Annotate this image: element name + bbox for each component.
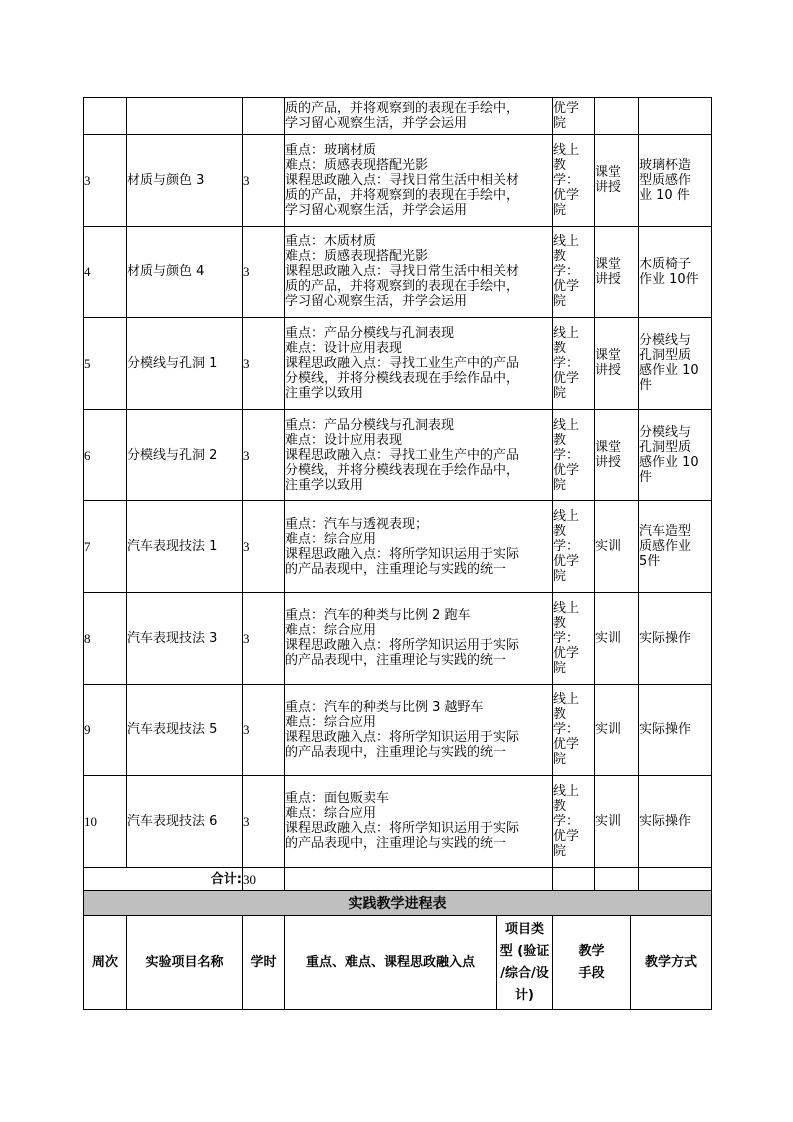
teaching-mode-cell: [553, 776, 595, 868]
homework-cell: [639, 409, 712, 501]
focus-cell-line: 难点：综合应用: [285, 623, 377, 639]
project-name-cell: 分模线与孔洞 2: [127, 409, 243, 501]
focus-cell-line: 课程思政融入点：寻找工业生产中的产品: [285, 447, 520, 463]
teaching-mode-cell-line: 院: [553, 660, 567, 676]
focus-cell-line: 难点：设计应用表现: [285, 432, 403, 448]
homework-cell: [639, 226, 712, 318]
teaching-method-cell: [595, 684, 639, 776]
teaching-mode-cell-line: 学：: [553, 630, 580, 646]
project-name-cell: 材质与颜色 3: [127, 135, 243, 227]
project-name-cell: 分模线与孔洞 1: [127, 318, 243, 410]
homework-cell-line: 型质感作: [639, 172, 692, 188]
focus-cell-line: 重点：汽车的种类与比例 2 跑车: [285, 608, 471, 624]
header-teaching-stage: 教学 手段: [553, 916, 631, 1010]
teaching-mode-cell-line: 教: [553, 249, 567, 265]
hours-cell: 3: [243, 776, 285, 868]
teaching-mode-cell-line: 优学: [553, 279, 580, 295]
teaching-method-cell-line: 实训: [595, 722, 622, 738]
teaching-method-cell-line: 课堂: [595, 256, 622, 272]
project-name-cell: 汽车表现技法 6: [127, 776, 243, 868]
total-row: [84, 867, 712, 891]
focus-cell-line: 难点：综合应用: [285, 531, 377, 547]
teaching-mode-cell: [553, 684, 595, 776]
header-week: 周次: [84, 916, 127, 1010]
total-empty-cell: [285, 867, 553, 891]
table-row: [84, 776, 712, 868]
homework-cell-line: 木质椅子: [639, 256, 692, 272]
week-cell: 10: [84, 776, 127, 868]
project-name-cell: 汽车表现技法 1: [127, 501, 243, 593]
teaching-method-cell-line: 实训: [595, 630, 622, 646]
homework-cell-line: 实际操作: [639, 813, 692, 829]
teaching-mode-cell-line: 线上: [553, 142, 580, 158]
teaching-mode-cell-line: 学：: [553, 355, 580, 371]
teaching-method-cell: [595, 318, 639, 410]
table-row: [84, 135, 712, 227]
focus-cell-line: 课程思政融入点：将所学知识运用于实际: [285, 821, 520, 837]
total-label: 合计:: [84, 867, 243, 891]
focus-cell: [285, 226, 553, 318]
teaching-method-cell: [595, 409, 639, 501]
homework-cell-line: 分模线与: [639, 333, 692, 349]
header-project-name: 实验项目名称: [127, 916, 243, 1010]
homework-cell: [639, 501, 712, 593]
teaching-method-cell: [595, 776, 639, 868]
week-cell: 5: [84, 318, 127, 410]
week-cell: 4: [84, 226, 127, 318]
focus-cell-line: 重点：面包贩卖车: [285, 791, 390, 807]
teaching-mode-cell-line: 优学: [553, 645, 580, 661]
teaching-mode-cell-line: 院: [553, 752, 567, 768]
focus-cell-line: 难点：质感表现搭配光影: [285, 249, 429, 265]
teaching-mode-cell-line: 优学: [553, 370, 580, 386]
week-cell: 7: [84, 501, 127, 593]
focus-cell-line: 课程思政融入点：寻找工业生产中的产品: [285, 355, 520, 371]
teaching-mode-cell-line: 学：: [553, 813, 580, 829]
hours-cell: 3: [243, 684, 285, 776]
focus-cell: [285, 135, 553, 227]
project-name-cell: 汽车表现技法 3: [127, 592, 243, 684]
teaching-method-cell-line: 讲授: [595, 455, 622, 471]
homework-cell: [639, 776, 712, 868]
homework-cell-line: 分模线与: [639, 425, 692, 441]
teaching-mode-cell-line: 学：: [553, 447, 580, 463]
focus-cell-line: 的产品表现中，注重理论与实践的统一: [285, 744, 507, 760]
focus-cell-line: 注重学以致用: [285, 385, 364, 401]
hours-cell: 3: [243, 501, 285, 593]
table-row: [84, 98, 712, 135]
teaching-mode-cell-line: 优学: [553, 828, 580, 844]
teaching-mode-cell: [553, 135, 595, 227]
focus-cell-line: 重点：玻璃材质: [285, 142, 377, 158]
homework-cell-line: 业 10 件: [639, 187, 690, 203]
teaching-mode-cell-line: 教: [553, 798, 567, 814]
focus-cell-line: 课程思政融入点：将所学知识运用于实际: [285, 546, 520, 562]
header-teaching-method: 教学方式: [631, 916, 712, 1010]
focus-cell: [285, 409, 553, 501]
teaching-method-cell-line: 课堂: [595, 348, 622, 364]
focus-cell-line: 课程思政融入点：寻找日常生活中相关材: [285, 172, 520, 188]
teaching-mode-cell: [553, 409, 595, 501]
teaching-method-cell: [595, 135, 639, 227]
homework-cell-line: 感作业 10: [639, 455, 699, 471]
teaching-mode-cell-line: 院: [553, 569, 567, 585]
homework-cell: [639, 135, 712, 227]
project-name-cell: [127, 98, 243, 135]
homework-cell-line: 5件: [639, 554, 661, 570]
teaching-mode-cell-line: 线上: [553, 600, 580, 616]
teaching-mode-cell: [553, 318, 595, 410]
teaching-mode-cell-line: 优学: [553, 554, 580, 570]
focus-cell-line: 质的产品，并将观察到的表现在手绘中，: [285, 279, 520, 295]
practice-table-title: 实践教学进程表: [84, 891, 712, 916]
focus-cell: [285, 318, 553, 410]
teaching-mode-cell-line: 院: [553, 294, 567, 310]
total-hours: 30: [243, 867, 285, 891]
teaching-mode-cell-line: 教: [553, 707, 567, 723]
homework-cell-line: 实际操作: [639, 630, 692, 646]
teaching-mode-cell-line: 院: [553, 477, 567, 493]
course-schedule-table: [83, 97, 712, 892]
week-cell: 3: [84, 135, 127, 227]
hours-cell: [243, 98, 285, 135]
header-focus: 重点、难点、课程思政融入点: [285, 916, 497, 1010]
project-name-cell: 材质与颜色 4: [127, 226, 243, 318]
total-empty-cell: [553, 867, 595, 891]
table-row: [84, 226, 712, 318]
week-cell: 6: [84, 409, 127, 501]
teaching-mode-cell-line: 教: [553, 524, 567, 540]
focus-cell-line: 注重学以致用: [285, 477, 364, 493]
focus-cell-line: 的产品表现中，注重理论与实践的统一: [285, 561, 507, 577]
total-empty-cell: [595, 867, 639, 891]
homework-cell-line: 玻璃杯造: [639, 157, 692, 173]
homework-cell: [639, 98, 712, 135]
teaching-mode-cell-line: 学：: [553, 539, 580, 555]
focus-cell-line: 难点：综合应用: [285, 714, 377, 730]
teaching-mode-cell-line: 学：: [553, 722, 580, 738]
week-cell: 8: [84, 592, 127, 684]
focus-cell: [285, 684, 553, 776]
focus-cell-line: 分模线，并将分模线表现在手绘作品中，: [285, 370, 520, 386]
teaching-mode-cell-line: 线上: [553, 325, 580, 341]
homework-cell-line: 孔洞型质: [639, 440, 692, 456]
teaching-mode-cell: [553, 592, 595, 684]
focus-cell-line: 重点：木质材质: [285, 234, 377, 250]
focus-cell-line: 学习留心观察生活，并学会运用: [285, 202, 468, 218]
teaching-mode-cell-line: 教: [553, 340, 567, 356]
teaching-method-cell-line: 讲授: [595, 271, 622, 287]
homework-cell-line: 实际操作: [639, 722, 692, 738]
table-row: [84, 318, 712, 410]
table-row: [84, 684, 712, 776]
teaching-mode-cell-line: 优学: [553, 462, 580, 478]
teaching-mode-cell: [553, 501, 595, 593]
week-cell: [84, 98, 127, 135]
focus-cell: [285, 501, 553, 593]
teaching-mode-cell-line: 院: [553, 843, 567, 859]
homework-cell-line: 质感作业: [639, 539, 692, 555]
hours-cell: 3: [243, 135, 285, 227]
project-name-cell: 汽车表现技法 5: [127, 684, 243, 776]
teaching-mode-cell-line: 线上: [553, 783, 580, 799]
homework-cell-line: 汽车造型: [639, 524, 692, 540]
homework-cell: [639, 318, 712, 410]
teaching-mode-cell-line: 教: [553, 615, 567, 631]
header-hours: 学时: [243, 916, 285, 1010]
teaching-method-cell-line: 课堂: [595, 440, 622, 456]
focus-cell: [285, 776, 553, 868]
focus-cell-line: 课程思政融入点：寻找日常生活中相关材: [285, 264, 520, 280]
teaching-mode-cell-line: 院: [553, 116, 567, 131]
focus-cell-line: 的产品表现中，注重理论与实践的统一: [285, 836, 507, 852]
homework-cell-line: 作业 10件: [639, 271, 699, 287]
teaching-mode-cell-line: 院: [553, 385, 567, 401]
teaching-mode-cell-line: 教: [553, 432, 567, 448]
teaching-mode-cell-line: 优学: [553, 737, 580, 753]
teaching-mode-cell-line: 优学: [553, 187, 580, 203]
focus-cell-line: 重点：汽车的种类与比例 3 越野车: [285, 699, 484, 715]
focus-cell-line: 分模线，并将分模线表现在手绘作品中，: [285, 462, 520, 478]
teaching-mode-cell-line: 线上: [553, 692, 580, 708]
teaching-mode-cell-line: 教: [553, 157, 567, 173]
header-project-type: 项目类 型 (验证 /综合/设 计): [497, 916, 553, 1010]
focus-cell-line: 质的产品，并将观察到的表现在手绘中，: [285, 101, 520, 116]
focus-cell-line: 学习留心观察生活，并学会运用: [285, 294, 468, 310]
teaching-mode-cell: [553, 226, 595, 318]
teaching-mode-cell-line: 线上: [553, 234, 580, 250]
focus-cell-line: 重点：产品分模线与孔洞表现: [285, 325, 455, 341]
focus-cell-line: 难点：综合应用: [285, 806, 377, 822]
teaching-method-cell-line: 讲授: [595, 363, 622, 379]
total-empty-cell: [639, 867, 712, 891]
focus-cell: [285, 98, 553, 135]
focus-cell-line: 重点：产品分模线与孔洞表现: [285, 417, 455, 433]
teaching-method-cell-line: 讲授: [595, 180, 622, 196]
teaching-mode-cell: [553, 98, 595, 135]
week-cell: 9: [84, 684, 127, 776]
hours-cell: 3: [243, 592, 285, 684]
homework-cell-line: 件: [639, 378, 653, 394]
homework-cell-line: 件: [639, 470, 653, 486]
teaching-method-cell: [595, 98, 639, 135]
hours-cell: 3: [243, 318, 285, 410]
hours-cell: 3: [243, 226, 285, 318]
focus-cell-line: 课程思政融入点：将所学知识运用于实际: [285, 729, 520, 745]
teaching-method-cell-line: 实训: [595, 539, 622, 555]
focus-cell-line: 课程思政融入点：将所学知识运用于实际: [285, 638, 520, 654]
homework-cell-line: 孔洞型质: [639, 348, 692, 364]
focus-cell: [285, 592, 553, 684]
homework-cell: [639, 684, 712, 776]
teaching-method-cell: [595, 592, 639, 684]
homework-cell-line: 感作业 10: [639, 363, 699, 379]
focus-cell-line: 难点：设计应用表现: [285, 340, 403, 356]
table-row: [84, 592, 712, 684]
table-row: [84, 409, 712, 501]
teaching-mode-cell-line: 线上: [553, 509, 580, 525]
teaching-mode-cell-line: 学：: [553, 172, 580, 188]
table-row: [84, 501, 712, 593]
focus-cell-line: 难点：质感表现搭配光影: [285, 157, 429, 173]
homework-cell: [639, 592, 712, 684]
focus-cell-line: 的产品表现中，注重理论与实践的统一: [285, 653, 507, 669]
hours-cell: 3: [243, 409, 285, 501]
focus-cell-line: 质的产品，并将观察到的表现在手绘中，: [285, 187, 520, 203]
teaching-method-cell-line: 实训: [595, 813, 622, 829]
teaching-mode-cell-line: 线上: [553, 417, 580, 433]
teaching-method-cell: [595, 226, 639, 318]
focus-cell-line: 学习留心观察生活，并学会运用: [285, 116, 468, 131]
teaching-method-cell: [595, 501, 639, 593]
focus-cell-line: 重点：汽车与透视表现；: [285, 516, 429, 532]
teaching-mode-cell-line: 学：: [553, 264, 580, 280]
teaching-method-cell-line: 课堂: [595, 165, 622, 181]
teaching-mode-cell-line: 优学: [553, 101, 580, 116]
practice-schedule-table: [83, 890, 712, 1010]
teaching-mode-cell-line: 院: [553, 202, 567, 218]
